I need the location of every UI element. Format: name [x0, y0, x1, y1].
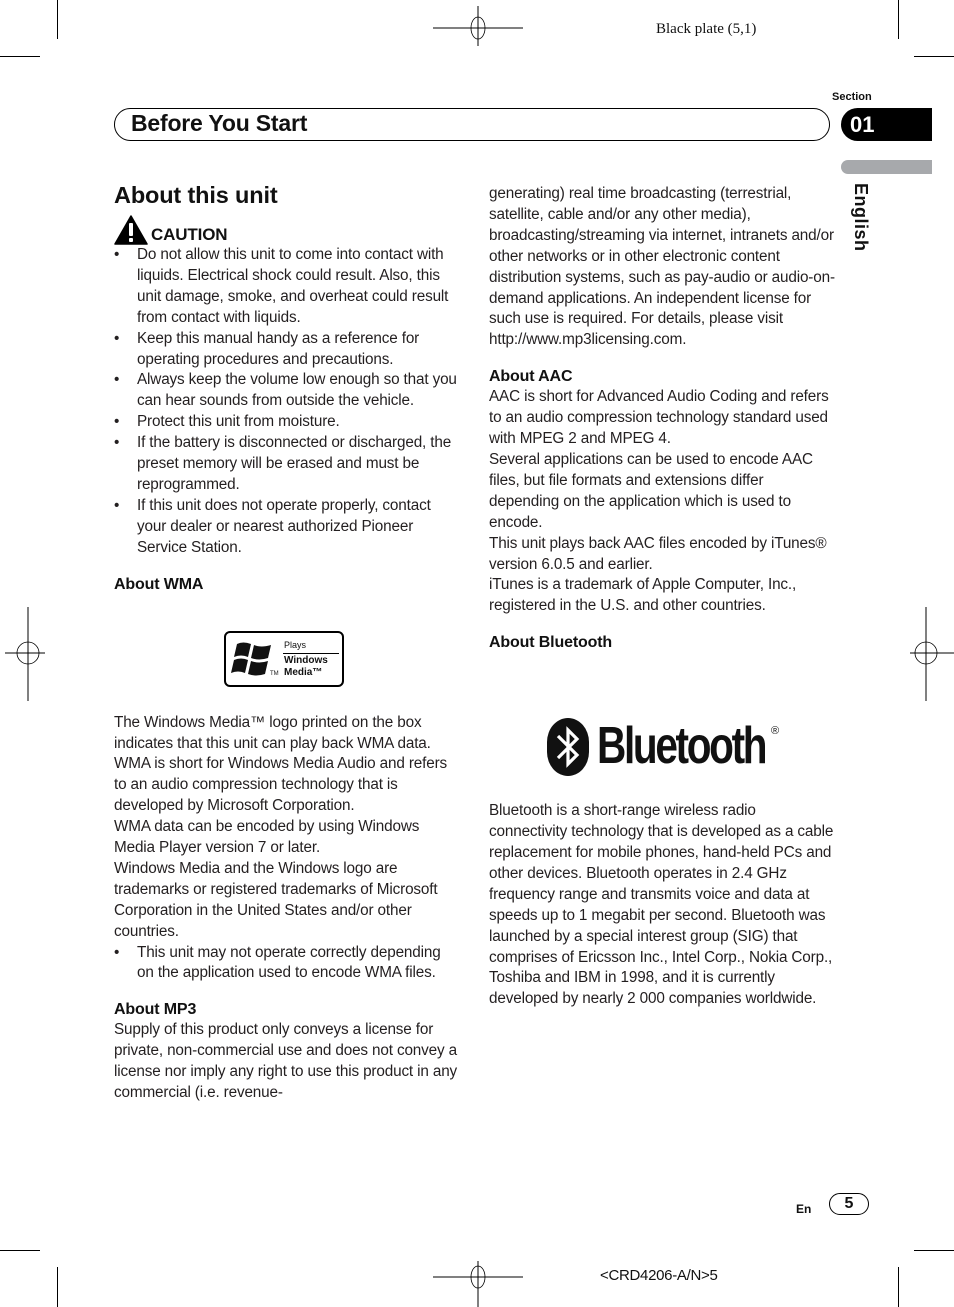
registration-mark-top	[433, 6, 523, 46]
aac-paragraph: Several applications can be used to encode AAC files, but file formats and extensions differ depending on the application which is used to encode.	[489, 450, 813, 531]
windows-media-media-text: Media™	[284, 667, 323, 678]
page-title: About this unit	[114, 182, 278, 208]
registration-mark-left	[5, 607, 45, 701]
aac-paragraph: AAC is short for Advanced Audio Coding and refers to an audio compression technology standard used with MPEG 2 and MPEG 4.	[489, 388, 829, 448]
windows-media-plays-label: Plays	[284, 640, 307, 650]
wma-paragraph: The Windows Media™ logo printed on the box indicates that this unit can play back WMA data.	[114, 713, 431, 752]
windows-media-windows-text: Windows	[284, 655, 328, 666]
caution-item: • Keep this manual handy as a reference for operating procedures and precautions.	[114, 329, 460, 371]
aac-heading: About AAC	[489, 368, 573, 386]
wma-heading: About WMA	[114, 575, 204, 593]
windows-flag-icon	[231, 640, 275, 678]
caution-item: • Always keep the volume low enough so that you can hear sounds from outside the vehicle.	[114, 370, 460, 412]
wma-note-list	[114, 943, 460, 985]
mp3-heading: About MP3	[114, 1001, 197, 1019]
windows-media-wordmark	[284, 655, 328, 679]
registration-mark-bottom	[433, 1261, 523, 1307]
windows-media-tm: TM	[270, 671, 279, 677]
windows-media-divider	[283, 653, 339, 654]
section-number-tab	[841, 108, 932, 141]
aac-paragraph: This unit plays back AAC files encoded by iTunes® version 6.0.5 and earlier.	[489, 534, 827, 573]
crop-mark-top-right-horizontal	[914, 56, 954, 57]
crop-mark-top-right-vertical	[898, 0, 899, 39]
bluetooth-heading: About Bluetooth	[489, 634, 613, 652]
wma-paragraph: WMA is short for Windows Media Audio and refers to an audio compression technology that is developed by Microsoft Corporation.	[114, 755, 448, 815]
language-label: English	[851, 183, 871, 252]
document-id: <CRD4206-A/N>5	[600, 1267, 718, 1284]
wma-paragraph: WMA data can be encoded by using Windows Media Player version 7 or later.	[114, 818, 420, 857]
crop-mark-bottom-left-horizontal	[0, 1250, 40, 1251]
language-code: En	[796, 1202, 812, 1216]
warning-triangle-icon	[114, 215, 148, 245]
plate-label: Black plate (5,1)	[656, 21, 757, 37]
caution-item: • If this unit does not operate properly, contact your dealer or nearest authorized Pioneer Service Station.	[114, 496, 460, 559]
caution-list	[114, 245, 460, 559]
language-tab-bar	[841, 160, 932, 174]
wma-note-item: • This unit may not operate correctly depending on the application used to encode WMA files.	[114, 943, 460, 985]
bluetooth-icon	[546, 717, 590, 777]
page-number: 5	[829, 1193, 869, 1215]
chapter-title: Before You Start	[131, 110, 308, 136]
crop-mark-bottom-left-vertical	[57, 1267, 58, 1307]
crop-mark-top-left-vertical	[57, 0, 58, 39]
caution-item: • Do not allow this unit to come into contact with liquids. Electrical shock could result. Also, this unit damage, smoke, and overheat could result from contact with liquids.	[114, 245, 460, 329]
bluetooth-registered-mark: ®	[771, 725, 780, 737]
caution-label: CAUTION	[151, 225, 228, 244]
crop-mark-bottom-right-horizontal	[914, 1250, 954, 1251]
mp3-paragraph-continued: generating) real time broadcasting (terrestrial, satellite, cable and/or any other media), broadcasting/streaming via internet, intranets and/or other networks or in other electronic content distribution systems, such as pay-audio or audio-on-demand applications. An independent license for such use is required. For details, please visit	[489, 185, 835, 328]
caution-item: • If the battery is disconnected or discharged, the preset memory will be erased and must be reprogrammed.	[114, 433, 460, 496]
caution-heading	[114, 213, 460, 245]
caution-item: • Protect this unit from moisture.	[114, 412, 460, 433]
crop-mark-bottom-right-vertical	[898, 1267, 899, 1307]
bluetooth-wordmark: Bluetooth	[597, 717, 766, 775]
right-column	[489, 184, 835, 1010]
registration-mark-right	[910, 607, 954, 701]
crop-mark-top-left-horizontal	[0, 56, 40, 57]
wma-paragraph: Windows Media and the Windows logo are trademarks or registered trademarks of Microsoft Corporation in the United States and/or other countries.	[114, 859, 438, 940]
bluetooth-paragraph: Bluetooth is a short-range wireless radio connectivity technology that is developed as a cable replacement for mobile phones, hand-held PCs and other devices. Bluetooth operates in 2.4 GHz frequency range and transmits voice and data at speeds up to 1 megabit per second. Bluetooth was launched by a special interest group (SIG) that comprises of Ericsson Inc., Intel Corp., Nokia Corp., Toshiba and IBM in 1998, and it is currently developed by nearly 2 000 companies worldwide.	[489, 802, 834, 1008]
section-number: 01	[850, 112, 875, 137]
section-label: Section	[832, 91, 872, 103]
mp3-licensing-link[interactable]: http://www.mp3licensing.com.	[489, 331, 687, 349]
aac-paragraph: iTunes is a trademark of Apple Computer, Inc., registered in the U.S. and other countries.	[489, 576, 797, 615]
mp3-paragraph-start: Supply of this product only conveys a license for private, non-commercial use and does not convey a license nor imply any right to use this product in any commercial (i.e. revenue-	[114, 1021, 458, 1102]
